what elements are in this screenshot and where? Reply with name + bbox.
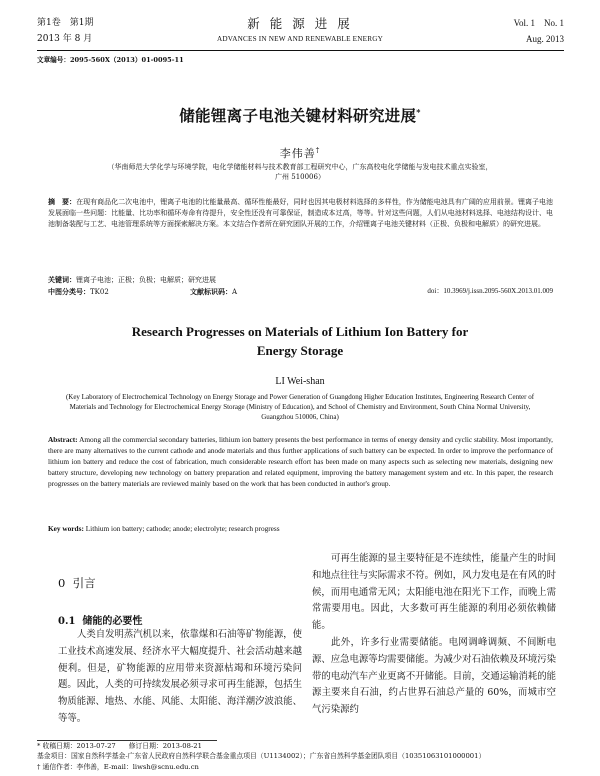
document-code-label: 文献标识码： bbox=[190, 287, 232, 296]
affiliation-cn-line2: 广州 510006） bbox=[275, 173, 325, 181]
abstract-cn-text: 在现有商品化二次电池中，锂离子电池的比能量最高、循环性能最好，同时也因其电极材料选择的多样性，作为储能电池具有广阔的应用前景。锂离子电池发展面临一些问题：比能量、比功率和循环寿命有待提升，安全性还没有可靠保证，制造成本过高，等等。针对这些问题，人们从电池材料选择、电池结构设计、电池制备装配与工艺、电池管理系统等方面探索解决方案。本文结合作者所在研究团队开展的工作，介绍锂离子电池关键材料（正极、负极和电解质）的研究进展。 bbox=[48, 198, 554, 229]
section-number: 0 bbox=[58, 576, 66, 590]
keywords-en bbox=[48, 523, 553, 534]
abstract-en-label: Abstract: bbox=[48, 435, 78, 444]
fund-label: 基金项目： bbox=[37, 752, 71, 760]
affiliation-cn-line1: （华南师范大学化学与环境学院，电化学储能材料与技术教育部工程研究中心，广东高校电化学储能与发电技术重点实验室， bbox=[107, 163, 493, 171]
received-label: * 收稿日期： bbox=[37, 742, 77, 750]
body-right-paragraph-2: 此外，许多行业需要储能。电网调峰调频、不间断电源、应急电源等均需要储能。为减少对石油依赖及环境污染带的电动汽车产业更离不开储能。目前，交通运输消耗的能源主要来自石油，约占世界石油总产量的 60%，而城市空气污染源约 bbox=[312, 637, 556, 716]
abstract-cn bbox=[48, 196, 553, 231]
keywords-cn bbox=[48, 274, 216, 286]
journal-title-cn: 新 能 源 进 展 bbox=[247, 16, 353, 31]
affiliation-en: (Key Laboratory of Electrochemical Technology on Energy Storage and Power Generation of Guangdong Higher Education Institutes, Engineering Research Center of Materials and Technology for Electrochemical Energy Storage (Ministry of Education), and School of Chemistry and Environment, South China Normal University, Guangzhou 510006, China) bbox=[65, 393, 535, 421]
keywords-cn-text: 锂离子电池；正极；负极；电解质；研究进展 bbox=[76, 276, 216, 284]
keywords-en-label: Key words: bbox=[48, 524, 84, 533]
keywords-en-text: Lithium ion battery; cathode; anode; electrolyte; research progress bbox=[85, 524, 280, 533]
article-title-en bbox=[0, 322, 600, 360]
header-date-cn: 2013 年 8 月 bbox=[37, 34, 93, 44]
revised-label: 修订日期： bbox=[128, 742, 163, 750]
footnote-fund bbox=[37, 751, 564, 762]
keywords-cn-label: 关键词： bbox=[48, 275, 76, 284]
author-footnote-mark: † bbox=[315, 146, 321, 155]
affiliation-cn bbox=[70, 162, 530, 182]
section-title: 引言 bbox=[72, 576, 96, 590]
document-code bbox=[190, 286, 237, 298]
journal-title-en: ADVANCES IN NEW AND RENEWABLE ENERGY bbox=[216, 35, 384, 43]
author-cn bbox=[0, 145, 600, 161]
title-footnote-mark: * bbox=[416, 106, 421, 117]
article-number: 文章编号：2095-560X（2013）01-0095-11 bbox=[37, 56, 184, 64]
header-rule bbox=[37, 50, 564, 51]
subsection-number: 0.1 bbox=[58, 616, 76, 627]
header-volume-en: Vol. 1 No. 1 bbox=[513, 18, 564, 28]
article-title-en-line2: Energy Storage bbox=[256, 343, 344, 358]
clc-label: 中图分类号： bbox=[48, 287, 90, 296]
document-code-value: A bbox=[232, 288, 238, 296]
abstract-en bbox=[48, 434, 553, 489]
body-left-paragraph: 人类自发明蒸汽机以来，依靠煤和石油等矿物能源，使工业技术高速发展、经济水平大幅度提升、社会活动越来越便利。但是，矿物能源的应用带来资源枯竭和环境污染问题。因此，人类的可持续发展必须寻求可再生能源，包括生物质能源、地热、水能、风能、太阳能、海洋潮汐波浪能、等等。 bbox=[58, 629, 303, 724]
doi: doi：10.3969/j.issn.2095-560X.2013.01.009 bbox=[427, 287, 553, 295]
abstract-en-text: Among all the commercial secondary batteries, lithium ion battery presents the best performance in terms of energy density and cyclic stability. Most importantly, there are many alternatives to the current cathode and anode materials and thus further applications of such battery can be expected. In order to improve the performance of lithium ion battery and reduce the cost of fabrication, much considerable research effort has been made on many aspects such as selecting new materials, designing new battery structure, developing new technology on battery preparation and related equipment, improving the battery management system and etc. In this paper, the research progresses on the battery materials are reviewed mainly based on the work that has been conducted in author's group. bbox=[48, 435, 554, 488]
revised-date: 2013-08-21 bbox=[162, 742, 202, 750]
article-title-cn bbox=[0, 104, 600, 126]
footnote-dates bbox=[37, 741, 564, 752]
clc-number bbox=[48, 286, 109, 298]
section-heading-intro bbox=[58, 575, 96, 591]
subsection-title: 储能的必要性 bbox=[82, 616, 143, 627]
footnote-correspondence bbox=[37, 762, 564, 773]
abstract-cn-label: 摘 要： bbox=[48, 197, 77, 206]
clc-value: TK02 bbox=[90, 288, 109, 296]
author-en: LI Wei-shan bbox=[275, 376, 325, 387]
subsection-heading bbox=[58, 612, 142, 627]
corresp-label: † 通信作者： bbox=[37, 763, 77, 771]
article-title-en-line1: Research Progresses on Materials of Lithium Ion Battery for bbox=[131, 324, 469, 339]
corresp-text: 李伟善，E-mail：liwsh@scnu.edu.cn bbox=[76, 763, 199, 771]
fund-text: 国家自然科学基金-广东省人民政府自然科学联合基金重点项目（U1134002）；广东省自然科学基金团队项目（10351063101000001） bbox=[70, 752, 486, 760]
header-date-en: Aug. 2013 bbox=[526, 34, 564, 44]
author-cn-name: 李伟善 bbox=[279, 147, 316, 160]
received-date: 2013-07-27 bbox=[76, 742, 116, 750]
header-volume-cn: 第1卷 第1期 bbox=[37, 18, 94, 28]
body-right-paragraph-1: 可再生能源的显主要特征是不连续性，能量产生的时间和地点往往与实际需求不符。例如，风力发电是在有风的时候，而用电通常无风；太阳能电池在阳光下工作，而晚上需常需要用电。因此，大多数可再生能源的利用必须依赖储能。 bbox=[312, 553, 557, 632]
article-title-cn-text: 储能锂离子电池关键材料研究进展 bbox=[179, 106, 417, 125]
